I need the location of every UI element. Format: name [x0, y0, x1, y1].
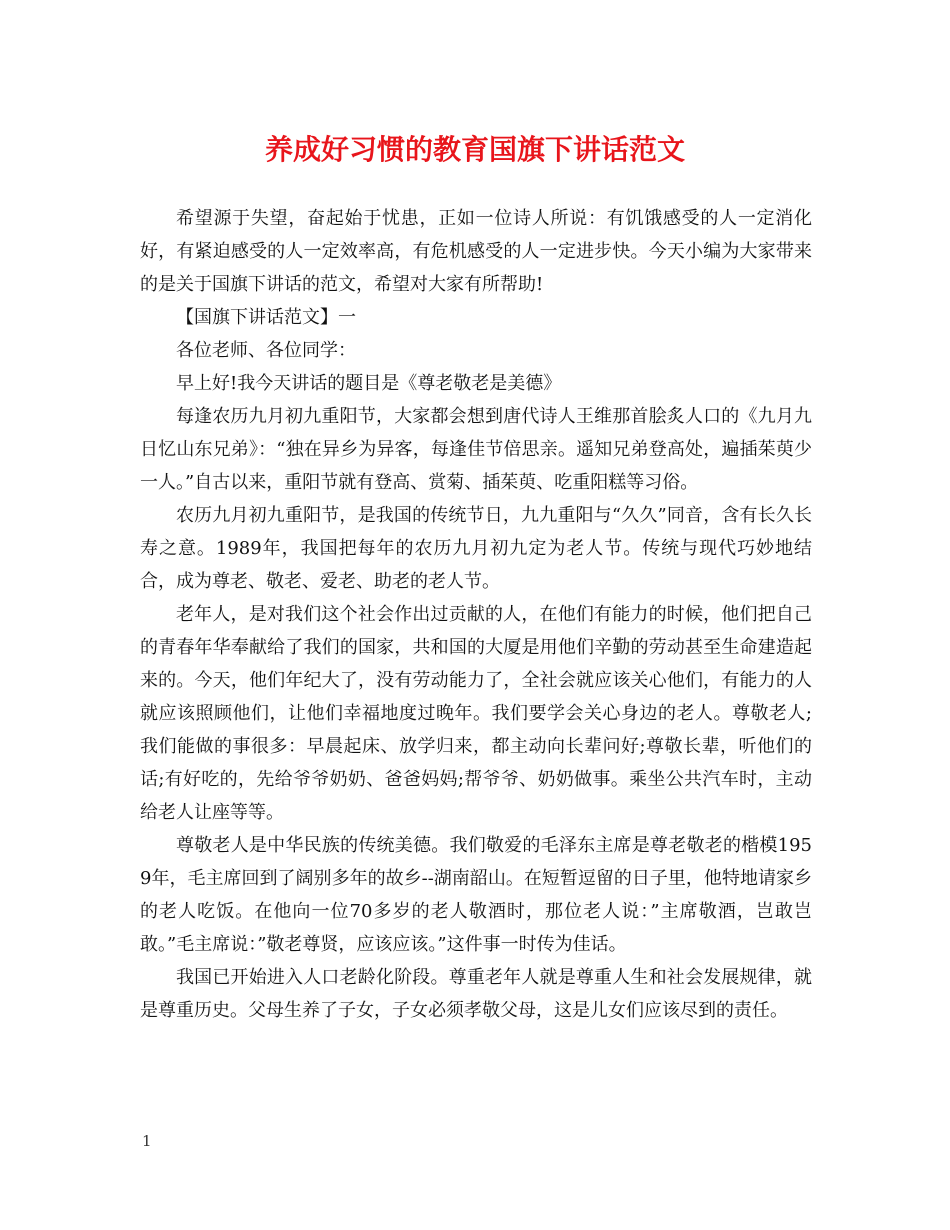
- paragraph-festival: 农历九月初九重阳节，是我国的传统节日，九九重阳与“久久”同音，含有长久长寿之意。1989年，我国把每年的农历九月初九定为老人节。传统与现代巧妙地结合，成为尊老、敬老、爱老、助老的老人节。: [140, 505, 812, 592]
- paragraph-section-heading: 【国旗下讲话范文】一: [176, 307, 356, 328]
- paragraph-intro: 希望源于失望，奋起始于忧患，正如一位诗人所说：有饥饿感受的人一定消化好，有紧迫感受的人一定效率高，有危机感受的人一定进步快。今天小编为大家带来的是关于国旗下讲话的范文，希望对大家有所帮助!: [140, 208, 812, 295]
- paragraph-salutation: 各位老师、各位同学：: [176, 340, 356, 361]
- page-number: 1: [142, 1132, 152, 1150]
- paragraph-greeting: 早上好!我今天讲话的题目是《尊老敬老是美德》: [176, 373, 562, 394]
- paragraph-aging: 我国已开始进入人口老龄化阶段。尊重老年人就是尊重人生和社会发展规律，就是尊重历史。父母生养了子女，子女必须孝敬父母，这是儿女们应该尽到的责任。: [140, 967, 812, 1021]
- document-title: 养成好习惯的教育国旗下讲话范文: [264, 133, 685, 166]
- paragraph-virtue: 尊敬老人是中华民族的传统美德。我们敬爱的毛泽东主席是尊老敬老的楷模1959年，毛主席回到了阔别多年的故乡--湖南韶山。在短暂逗留的日子里，他特地请家乡的老人吃饭。在他向一位70多岁的老人敬酒时，那位老人说：”主席敬酒，岂敢岂敢。”毛主席说：”敬老尊贤，应该应该。”这件事一时传为佳话。: [140, 835, 812, 955]
- paragraph-chongyang-poem: 每逢农历九月初九重阳节，大家都会想到唐代诗人王维那首脍炙人口的《九月九日忆山东兄弟》：“独在异乡为异客，每逢佳节倍思亲。遥知兄弟登高处，遍插茱萸少一人。”自古以来，重阳节就有登高、赏菊、插茱萸、吃重阳糕等习俗。: [140, 406, 812, 493]
- paragraph-elderly: 老年人，是对我们这个社会作出过贡献的人，在他们有能力的时候，他们把自己的青春年华奉献给了我们的国家，共和国的大厦是用他们辛勤的劳动甚至生命建造起来的。今天，他们年纪大了，没有劳动能力了，全社会就应该关心他们，有能力的人就应该照顾他们，让他们幸福地度过晚年。我们要学会关心身边的老人。尊敬老人;我们能做的事很多：早晨起床、放学归来，都主动向长辈问好;尊敬长辈，听他们的话;有好吃的，先给爷爷奶奶、爸爸妈妈;帮爷爷、奶奶做事。乘坐公共汽车时，主动给老人让座等等。: [140, 604, 812, 823]
- document-body: [140, 202, 812, 1027]
